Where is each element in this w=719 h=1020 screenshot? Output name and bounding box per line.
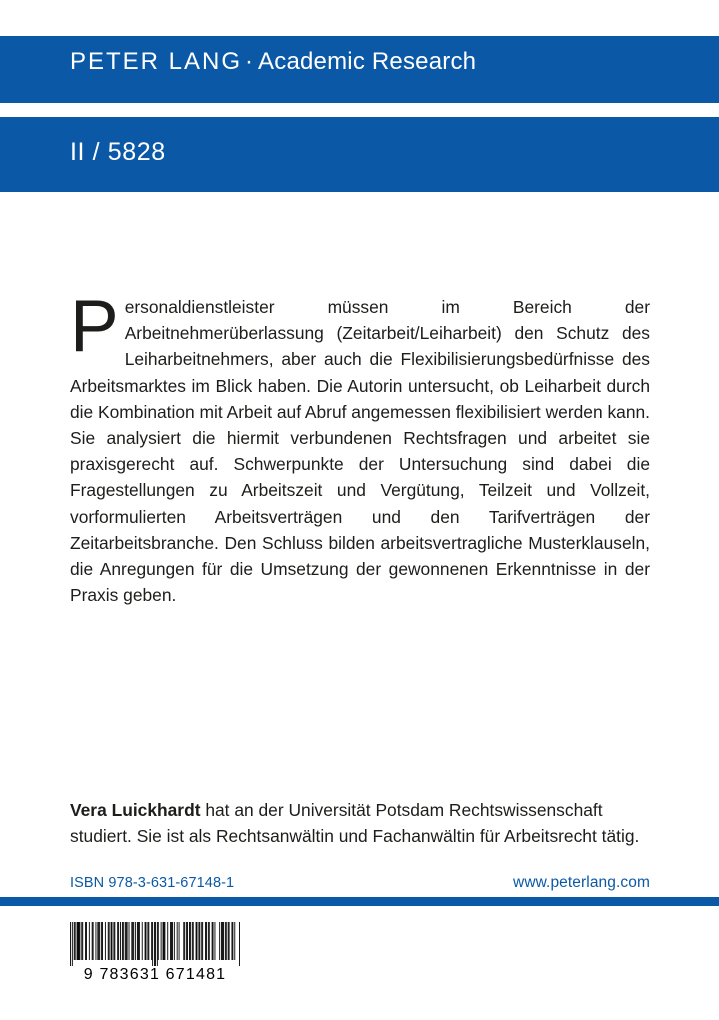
description-text: Personaldienstleister müssen im Bereich der Arbeitnehmerüberlassung (Zeitarbeit/Leiharbeit) den Schutz des Leiharbeitnehmers, aber auch die Flexibilisierungsbedürfnisse des Arbeitsmarktes im Blick haben. Die Autorin untersucht, ob Leiharbeit durch die Kombination mit Arbeit auf Abruf angemessen flexibilisiert werden kann. Sie analysiert die hiermit verbundenen Rechtsfragen und arbeitet sie praxisgerecht auf. Schwerpunkte der Untersuchung sind dabei die Fragestellungen zu Arbeitszeit und Vergütung, Teilzeit und Vollzeit, vorformulierten Arbeitsverträgen und den Tarifverträgen der Zeitarbeitsbranche. Den Schluss bilden arbeitsvertragliche Musterklauseln, die Anregungen für die Umsetzung der gewonnenen Erkenntnisse in der Praxis geben. bbox=[70, 286, 651, 606]
publisher-imprint: Academic Research bbox=[258, 48, 477, 75]
footer-meta-row bbox=[70, 874, 650, 892]
bottom-rule bbox=[0, 897, 719, 906]
barcode bbox=[70, 922, 240, 983]
publisher-separator: · bbox=[245, 48, 254, 75]
publisher-website[interactable]: www.peterlang.com bbox=[513, 874, 650, 891]
barcode-bars bbox=[70, 922, 240, 968]
author-bio-text: hat an der Universität Potsdam Rechtswissenschaft studiert. Sie ist als Rechtsanwältin und Fachanwältin für Arbeitsrecht tätig. bbox=[70, 800, 640, 847]
author-name: Vera Luickhardt bbox=[70, 800, 201, 820]
publisher-name: PETER LANG bbox=[70, 48, 243, 75]
author-biography bbox=[70, 797, 650, 849]
barcode-digits: 9 783631 671481 bbox=[83, 966, 227, 983]
publisher-line bbox=[70, 50, 476, 74]
series-number: II / 5828 bbox=[70, 138, 166, 166]
isbn-text: ISBN 978-3-631-67148-1 bbox=[70, 875, 235, 891]
